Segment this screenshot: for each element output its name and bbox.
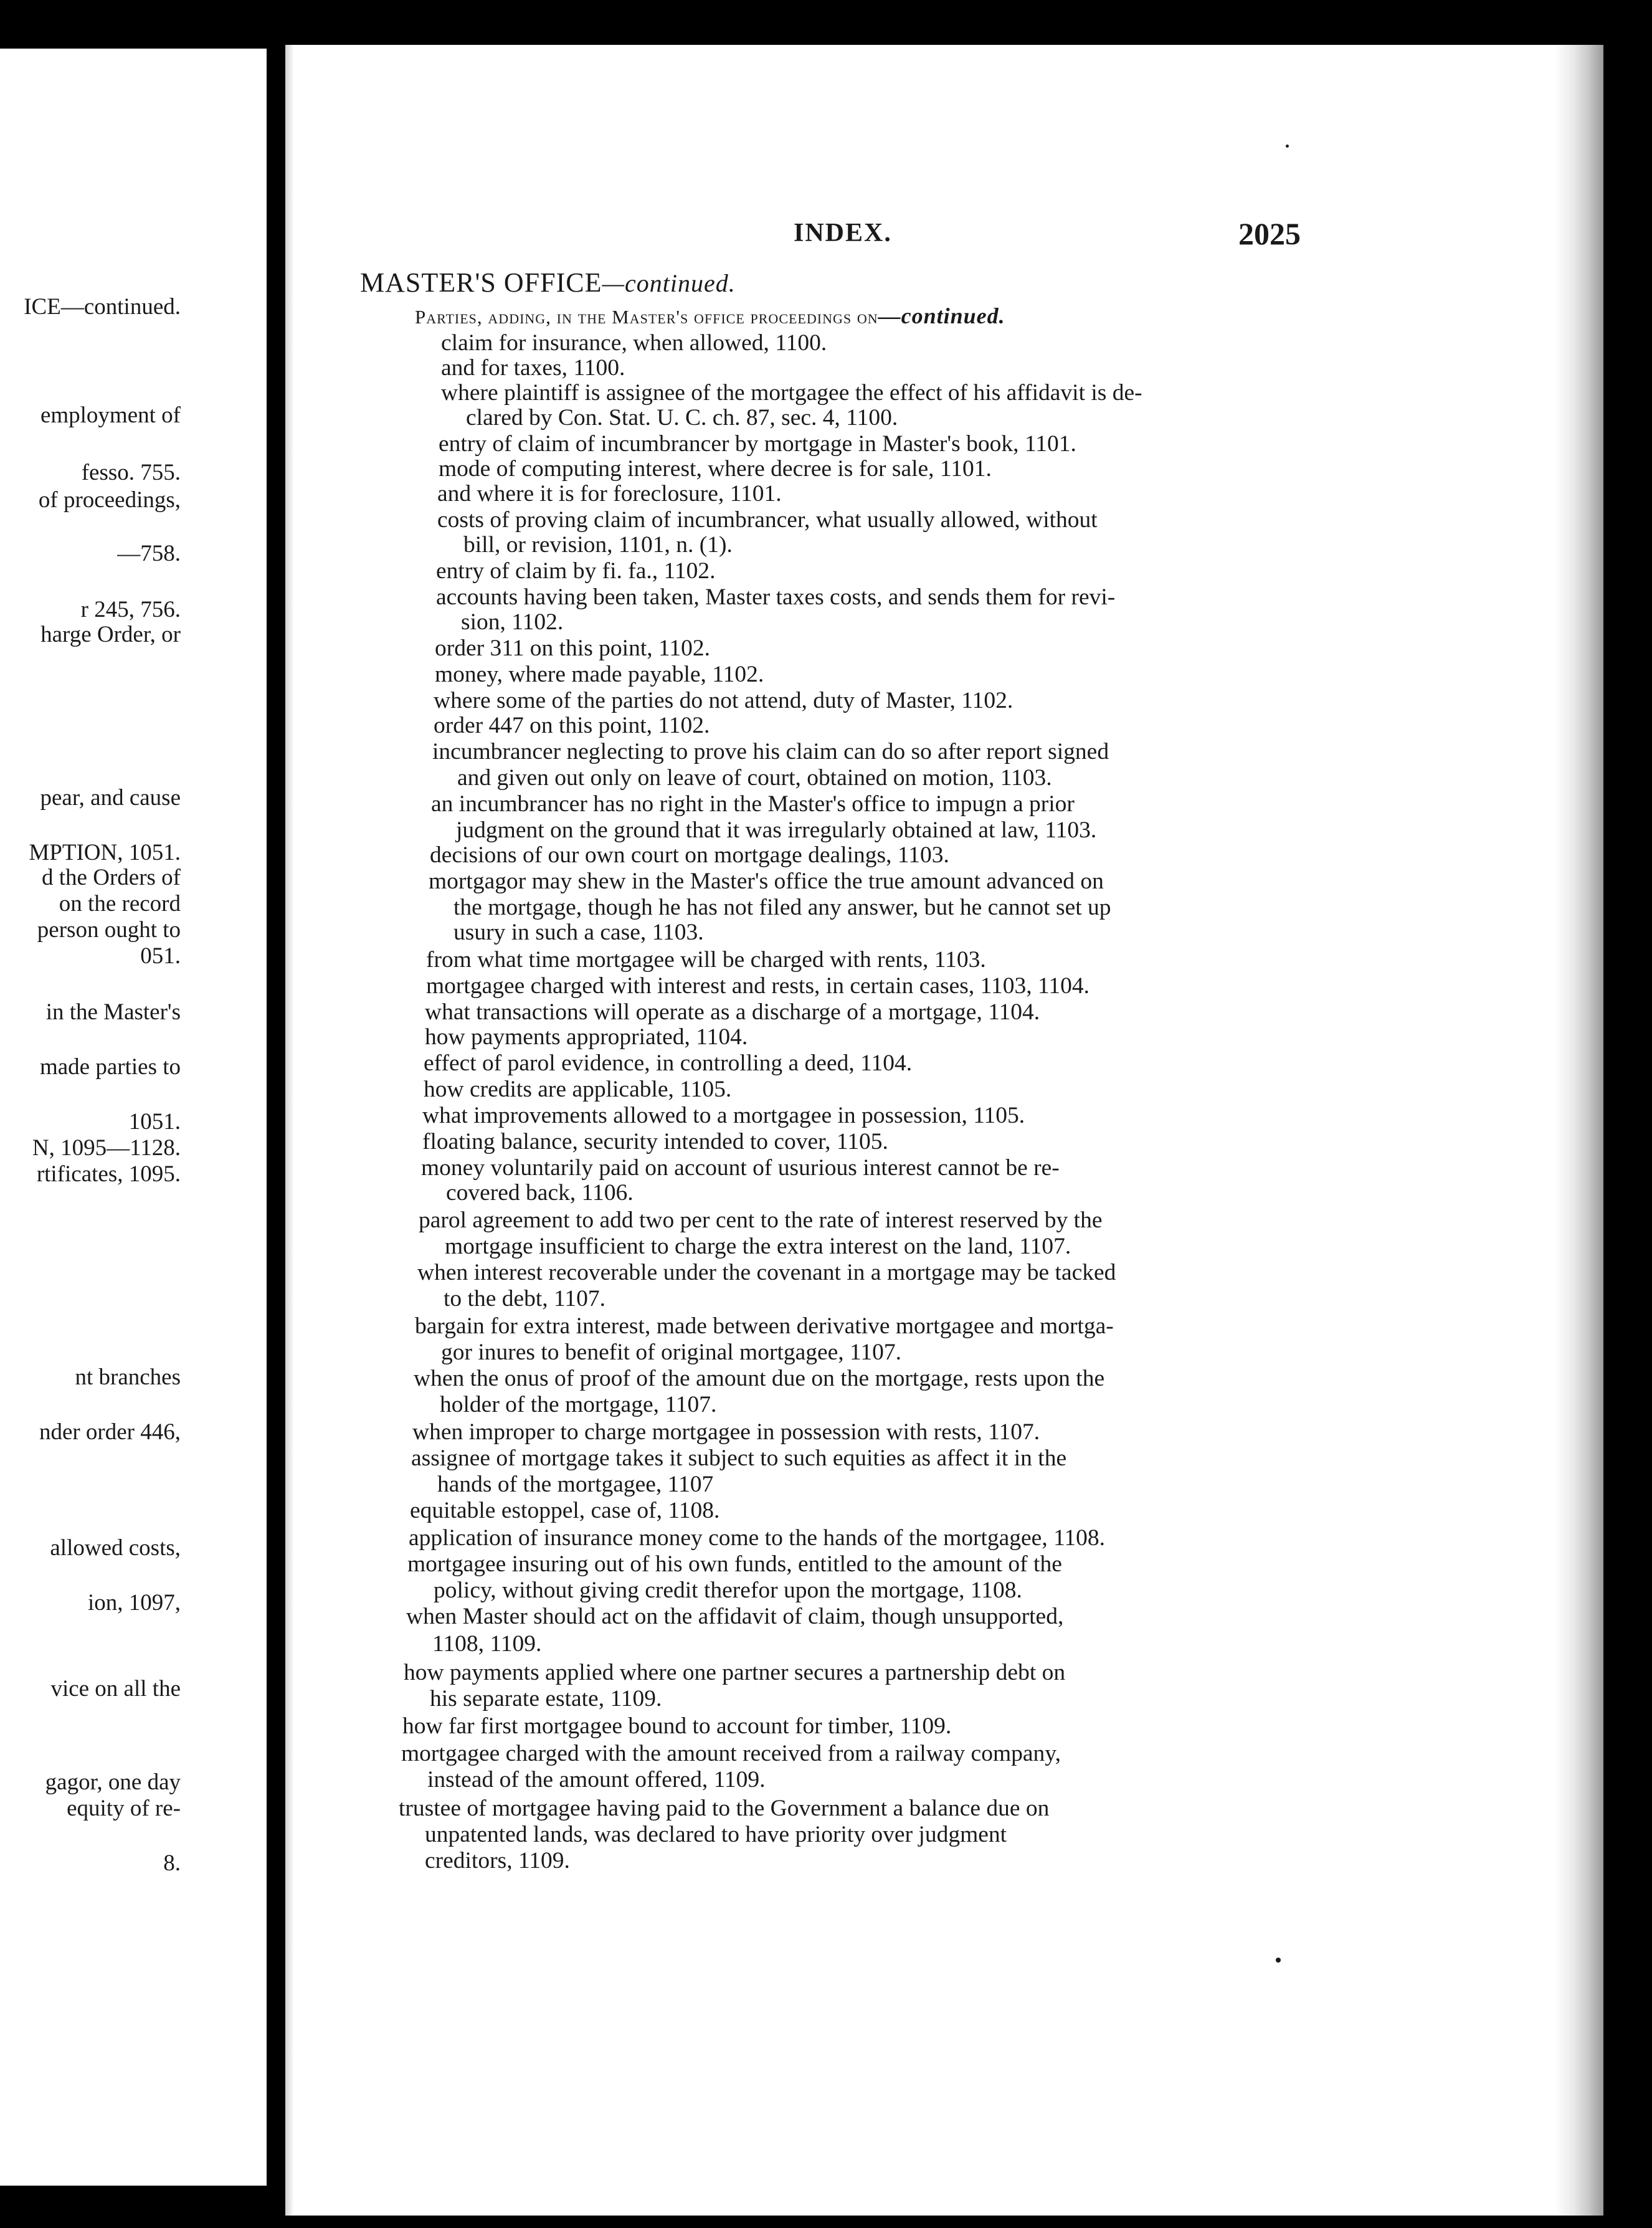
left-page-line: vice on all the (50, 1676, 181, 1702)
index-entry-line: where plaintiff is assignee of the mortgagee the effect of his affidavit is de- (441, 380, 1142, 406)
index-entry-line: where some of the parties do not attend, duty of Master, 1102. (434, 688, 1014, 713)
left-page-line: allowed costs, (50, 1535, 181, 1561)
index-entry-line: equitable estoppel, case of, 1108. (410, 1498, 720, 1523)
left-page-line: nder order 446, (39, 1419, 181, 1445)
index-entry-line: effect of parol evidence, in controlling a deed, 1104. (424, 1050, 913, 1076)
left-page-line: ion, 1097, (87, 1590, 181, 1616)
index-entry-line: bargain for extra interest, made between derivative mortgagee and mortga- (415, 1313, 1114, 1339)
index-entry-line: creditors, 1109. (425, 1848, 570, 1873)
index-page (285, 45, 1603, 2216)
index-entry-line: parol agreement to add two per cent to the rate of interest reserved by the (419, 1207, 1103, 1233)
index-entry-line: his separate estate, 1109. (430, 1686, 662, 1711)
left-page-line: ICE—continued. (24, 294, 181, 320)
index-entry-line: what improvements allowed to a mortgagee in possession, 1105. (422, 1103, 1025, 1128)
index-entry-line: entry of claim by fi. fa., 1102. (436, 558, 716, 584)
left-page-line: d the Orders of (42, 865, 181, 890)
index-entry-line: the mortgage, though he has not filed any answer, but he cannot set up (453, 895, 1111, 920)
index-entry-line: trustee of mortgagee having paid to the Government a balance due on (399, 1796, 1050, 1821)
index-entry-line: money, where made payable, 1102. (435, 662, 764, 687)
left-page-line: —758. (117, 541, 181, 566)
index-entry-line: and for taxes, 1100. (441, 355, 625, 381)
left-page-line: of proceedings, (38, 487, 181, 513)
index-entry-line: mode of computing interest, where decree is for sale, 1101. (439, 456, 992, 482)
index-entry-line: bill, or revision, 1101, n. (1). (463, 532, 733, 558)
index-entry-line: hands of the mortgagee, 1107 (437, 1472, 714, 1497)
index-entry-line: mortgagee charged with the amount received from a railway company, (401, 1741, 1061, 1766)
page-number: 2025 (1238, 216, 1301, 251)
subheading-continued: —continued. (878, 303, 1005, 328)
left-page-line: nt branches (75, 1364, 181, 1390)
left-page-line: 051. (140, 943, 181, 969)
left-page-line: fesso. 755. (81, 460, 181, 485)
left-page-line: employment of (40, 402, 181, 428)
left-page-line: pear, and cause (40, 785, 181, 811)
left-page-line: MPTION, 1051. (29, 840, 181, 865)
running-head: INDEX. (794, 219, 892, 247)
index-entry-line: and where it is for foreclosure, 1101. (437, 481, 782, 507)
left-page-line: harge Order, or (40, 622, 181, 647)
page-edge-shadow (1555, 45, 1603, 2216)
page-gutter-shadow (285, 45, 294, 2216)
index-entry-line: and given out only on leave of court, obtained on motion, 1103. (457, 765, 1052, 791)
section-title (360, 267, 736, 298)
index-entry-line: how payments applied where one partner secures a partnership debt on (404, 1660, 1066, 1685)
index-entry-line: mortgage insufficient to charge the extra interest on the land, 1107. (445, 1234, 1071, 1259)
left-page-line: 8. (163, 1850, 181, 1876)
index-entry-line: policy, without giving credit therefor upon the mortgage, 1108. (434, 1578, 1022, 1603)
index-entry-line: mortgagee charged with interest and rests, in certain cases, 1103, 1104. (426, 973, 1089, 999)
index-entry-line: assignee of mortgage takes it subject to such equities as affect it in the (411, 1445, 1067, 1471)
left-page-line: equity of re- (67, 1796, 181, 1821)
index-entry-line: when Master should act on the affidavit of claim, though unsupported, (406, 1604, 1064, 1629)
left-page-line: made parties to (39, 1054, 181, 1080)
print-speck (1276, 1958, 1281, 1963)
index-entry-line: order 311 on this point, 1102. (435, 636, 710, 661)
index-entry-line: an incumbrancer has no right in the Master's office to impugn a prior (431, 791, 1075, 817)
index-entry-line: what transactions will operate as a discharge of a mortgage, 1104. (425, 999, 1040, 1025)
index-entry-line: holder of the mortgage, 1107. (440, 1392, 717, 1417)
index-entry-line: costs of proving claim of incumbrancer, what usually allowed, without (437, 507, 1098, 533)
index-entry-line: accounts having been taken, Master taxes costs, and sends them for revi- (436, 584, 1116, 610)
subheading-label: Parties, adding, in the Master's office proceedings on (415, 306, 878, 328)
index-entry-line: usury in such a case, 1103. (453, 920, 704, 945)
index-entry-line: when the onus of proof of the amount due on the mortgage, rests upon the (414, 1366, 1105, 1391)
left-page-line: person ought to (37, 917, 181, 943)
section-title-continued: —continued. (602, 269, 736, 297)
index-entry-line: clared by Con. Stat. U. C. ch. 87, sec. 4, 1100. (466, 405, 898, 431)
index-entry-line: incumbrancer neglecting to prove his claim can do so after report signed (432, 739, 1109, 764)
section-title-text: MASTER'S OFFICE (360, 267, 602, 298)
left-facing-page (0, 49, 267, 2186)
index-entry-line: covered back, 1106. (446, 1180, 634, 1206)
left-page-line: N, 1095—1128. (32, 1135, 181, 1161)
index-entry-line: mortgagor may shew in the Master's office the true amount advanced on (429, 869, 1104, 894)
index-entry-line: order 447 on this point, 1102. (434, 713, 710, 738)
index-entry-line: money voluntarily paid on account of usurious interest cannot be re- (421, 1155, 1060, 1181)
index-entry-line: how far first mortgagee bound to account for timber, 1109. (402, 1713, 952, 1739)
index-entry-line: floating balance, security intended to cover, 1105. (422, 1129, 888, 1154)
left-page-line: r 245, 756. (80, 597, 181, 622)
page-header (285, 218, 1319, 255)
print-speck (1286, 145, 1289, 148)
left-page-line: rtificates, 1095. (36, 1161, 181, 1187)
left-page-line: in the Master's (45, 999, 181, 1025)
index-entry-line: from what time mortgagee will be charged with rents, 1103. (426, 947, 986, 973)
index-entry-line: application of insurance money come to the hands of the mortgagee, 1108. (409, 1525, 1106, 1551)
index-entry-line: how credits are applicable, 1105. (424, 1077, 732, 1102)
index-entry-line: unpatented lands, was declared to have priority over judgment (425, 1822, 1007, 1847)
index-entry-line: 1108, 1109. (432, 1631, 542, 1657)
left-page-line: gagor, one day (45, 1769, 181, 1795)
index-entry-line: instead of the amount offered, 1109. (427, 1767, 766, 1792)
index-entry-line: sion, 1102. (461, 609, 564, 635)
left-page-line: on the record (59, 891, 181, 916)
index-entry-line: decisions of our own court on mortgage dealings, 1103. (430, 842, 949, 868)
index-entry-line: gor inures to benefit of original mortgagee, 1107. (441, 1340, 902, 1365)
index-entry-line: to the debt, 1107. (444, 1286, 606, 1312)
index-entry-line: claim for insurance, when allowed, 1100. (441, 330, 827, 356)
subheading (415, 303, 1005, 329)
index-entry-line: when improper to charge mortgagee in possession with rests, 1107. (412, 1419, 1040, 1445)
index-entry-line: entry of claim of incumbrancer by mortgage in Master's book, 1101. (439, 431, 1076, 457)
left-page-line: 1051. (128, 1109, 181, 1135)
index-entry-line: when interest recoverable under the covenant in a mortgage may be tacked (417, 1260, 1116, 1285)
index-entry-line: how payments appropriated, 1104. (425, 1024, 748, 1050)
index-entry-line: mortgagee insuring out of his own funds, entitled to the amount of the (407, 1551, 1062, 1577)
index-entry-line: judgment on the ground that it was irregularly obtained at law, 1103. (456, 817, 1097, 843)
